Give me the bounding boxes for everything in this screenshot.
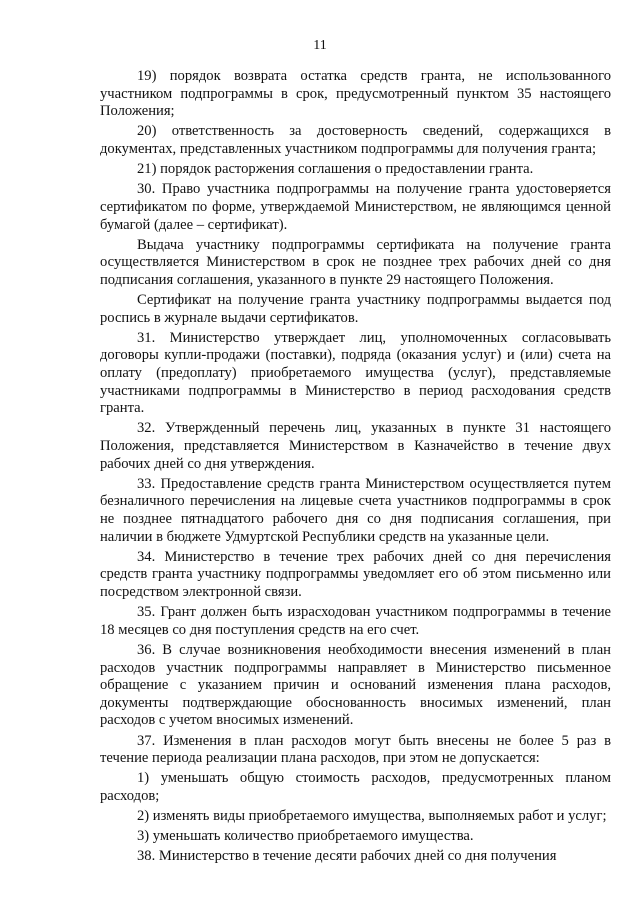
document-body [100,68,611,869]
page-number: 11 [313,38,327,53]
paragraph-31: 31. Министерство утверждает лиц, уполномоченных согласовывать договоры купли-продажи (поставки), подряда (оказания услуг) и (или) счета на оплату (предоплату) приобретаемого имущества (услуг), представляемые участниками подпрограммы в Министерство в период расходования средств гранта. [100,329,611,417]
paragraph-37-item-2: 2) изменять виды приобретаемого имущества, выполняемых работ и услуг; [137,808,607,825]
paragraph-32: 32. Утвержденный перечень лиц, указанных в пункте 31 настоящего Положения, представляется Министерством в Казначейство в течение двух рабочих дней со дня утверждения. [100,420,611,472]
paragraph-36: 36. В случае возникновения необходимости внесения изменений в план расходов участник подпрограммы направляет в Министерство письменное обращение с указанием причин и оснований изменения плана расходов, документы подтверждающие обоснованность вносимых изменений, план расходов с учетом вносимых изменений. [100,641,611,729]
paragraph-37-item-1: 1) уменьшать общую стоимость расходов, предусмотренных планом расходов; [100,770,611,804]
paragraph-37-item-3: 3) уменьшать количество приобретаемого имущества. [137,828,474,845]
paragraph-20: 20) ответственность за достоверность сведений, содержащихся в документах, представленных участником подпрограммы для получения гранта; [100,123,611,157]
paragraph-37: 37. Изменения в план расходов могут быть внесены не более 5 раз в течение периода реализации плана расходов, при этом не допускается: [100,732,611,767]
paragraph-19: 19) порядок возврата остатка средств гранта, не использованного участником подпрограммы в срок, предусмотренный пунктом 35 настоящего Положения; [100,68,611,120]
paragraph-35: 35. Грант должен быть израсходован участником подпрограммы в течение 18 месяцев со дня поступления средств на его счет. [100,604,611,638]
paragraph-33: 33. Предоставление средств гранта Министерством осуществляется путем безналичного перечисления на лицевые счета участников подпрограммы в срок не позднее пятнадцатого рабочего дня со дня подписания соглашения, при наличии в бюджете Удмуртской Республики средств на указанные цели. [100,475,611,545]
paragraph-38: 38. Министерство в течение десяти рабочих дней со дня получения [137,848,557,865]
paragraph-21: 21) порядок расторжения соглашения о предоставлении гранта. [137,161,534,178]
paragraph-30: 30. Право участника подпрограммы на получение гранта удостоверяется сертификатом по форме, утверждаемой Министерством, не являющимся ценной бумагой (далее – сертификат). [100,181,611,233]
paragraph-certificate-receipt: Сертификат на получение гранта участнику подпрограммы выдается под роспись в журнале выдачи сертификатов. [100,292,611,326]
paragraph-certificate-issuance: Выдача участнику подпрограммы сертификата на получение гранта осуществляется Министерством в срок не позднее трех рабочих дней со дня подписания соглашения, указанного в пункте 29 настоящего Положения. [100,236,611,288]
paragraph-34: 34. Министерство в течение трех рабочих дней со дня перечисления средств гранта участнику подпрограммы уведомляет его об этом письменно или посредством электронной связи. [100,548,611,600]
